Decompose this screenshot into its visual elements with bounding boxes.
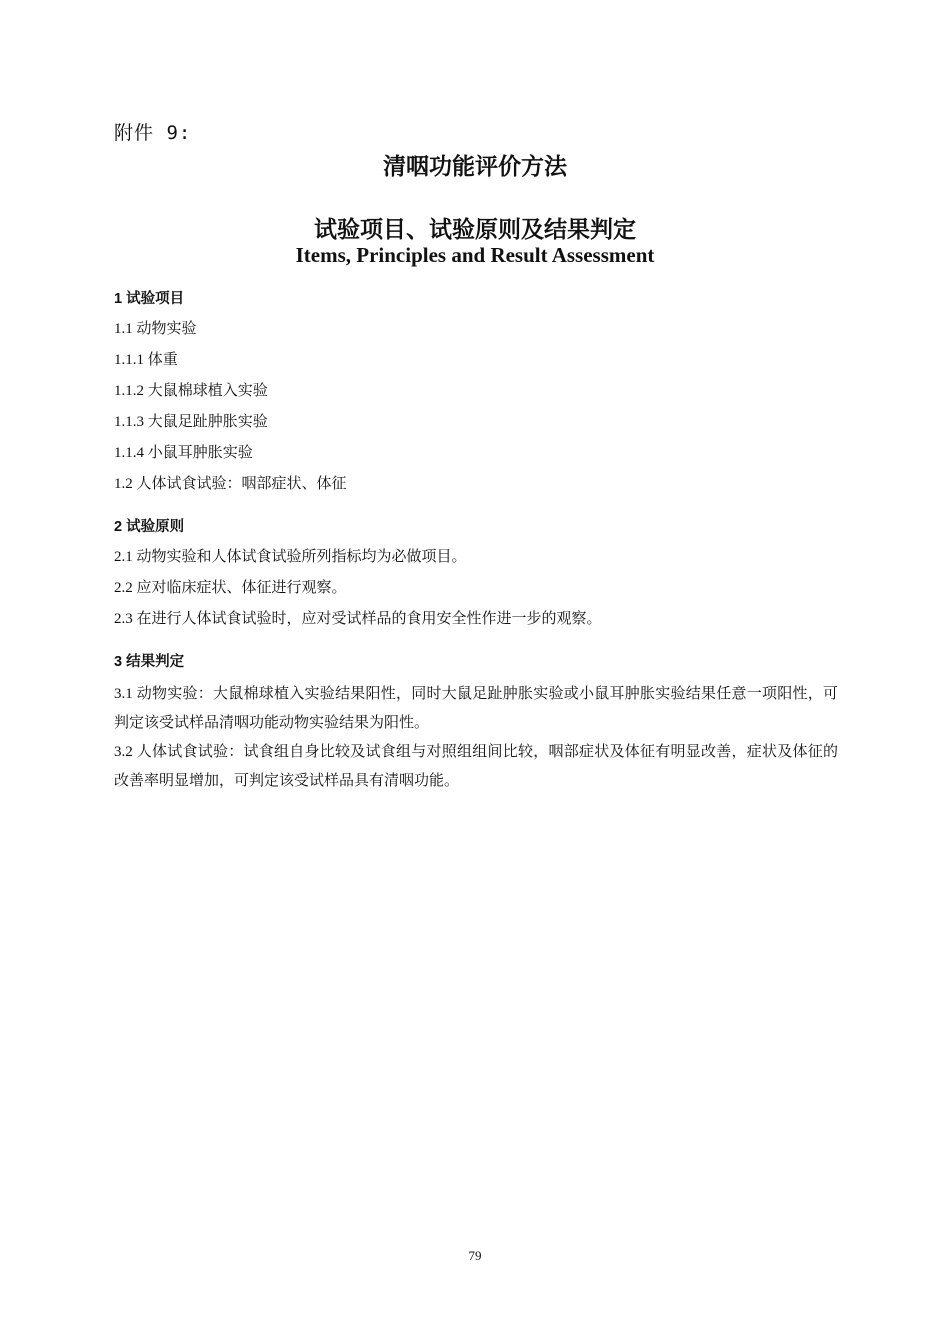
list-item: 2.1 动物实验和人体试食试验所列指标均为必做项目。 xyxy=(114,549,467,565)
list-item: 2.3 在进行人体试食试验时，应对受试样品的食用安全性作进一步的观察。 xyxy=(114,611,602,627)
list-item: 2.2 应对临床症状、体征进行观察。 xyxy=(114,580,347,596)
list-item: 1.2 人体试食试验：咽部症状、体征 xyxy=(114,476,347,492)
section-heading-test-items: 1 试验项目 xyxy=(114,291,185,307)
section-heading-test-principles: 2 试验原则 xyxy=(114,519,185,535)
list-item: 1.1.1 体重 xyxy=(114,352,178,368)
page-number: 79 xyxy=(468,1248,482,1263)
list-item: 1.1 动物实验 xyxy=(114,321,197,337)
list-item: 1.1.2 大鼠棉球植入实验 xyxy=(114,383,268,399)
section-heading-result-assessment: 3 结果判定 xyxy=(114,654,185,670)
subtitle-chinese: 试验项目、试验原则及结果判定 xyxy=(314,217,636,243)
paragraph: 3.2 人体试食试验：试食组自身比较及试食组与对照组组间比较，咽部症状及体征有明显改善，症状及体征的改善率明显增加，可判定该受试样品具有清咽功能。 xyxy=(114,744,838,789)
paragraph: 3.1 动物实验：大鼠棉球植入实验结果阳性，同时大鼠足趾肿胀实验或小鼠耳肿胀实验结果任意一项阳性，可判定该受试样品清咽功能动物实验结果为阳性。 xyxy=(114,686,838,731)
attachment-label: 附件 9: xyxy=(114,122,192,144)
document-title: 清咽功能评价方法 xyxy=(383,154,567,180)
list-item: 1.1.3 大鼠足趾肿胀实验 xyxy=(114,414,268,430)
subtitle-english: Items, Principles and Result Assessment xyxy=(295,243,655,267)
list-item: 1.1.4 小鼠耳肿胀实验 xyxy=(114,445,253,461)
document-body xyxy=(114,287,838,796)
